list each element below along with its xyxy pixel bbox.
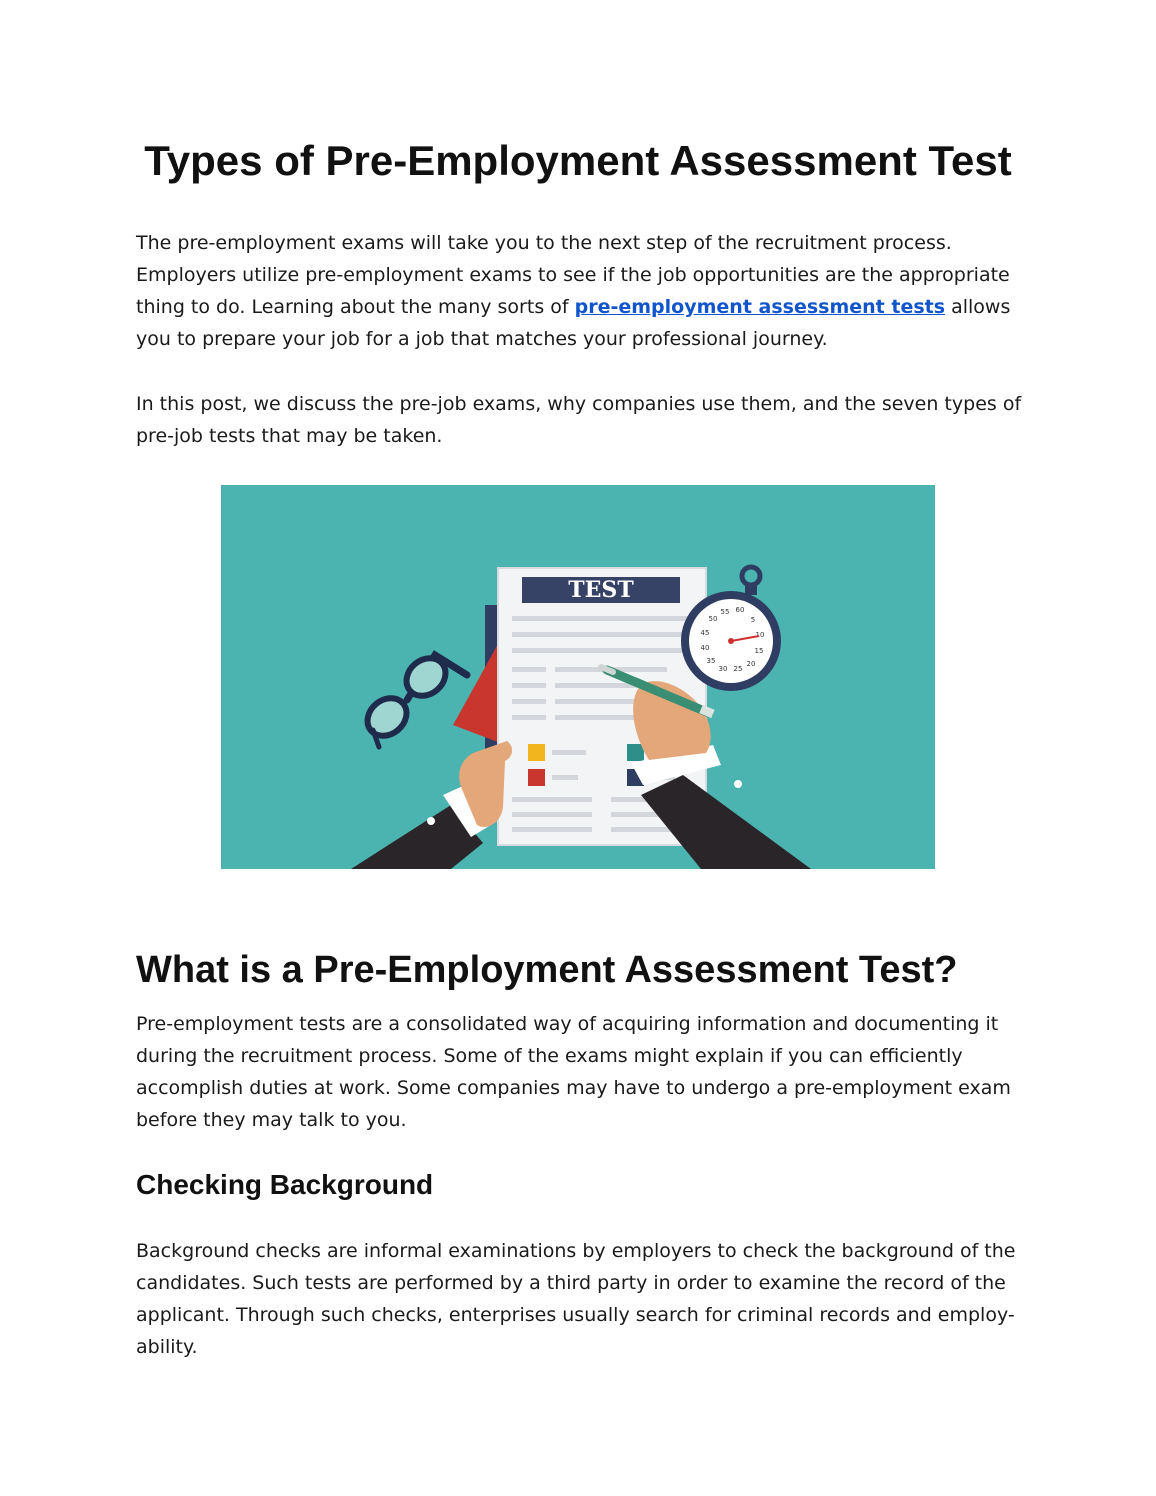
stopwatch-label: 30 bbox=[718, 665, 728, 673]
assessment-tests-link[interactable]: pre-employment assessment tests bbox=[574, 296, 946, 318]
section-heading-what-is: What is a Pre-Employment Assessment Test? bbox=[136, 949, 958, 991]
stopwatch-label: 35 bbox=[706, 657, 716, 665]
intro-paragraph bbox=[136, 227, 1026, 355]
checkbox-yellow bbox=[528, 744, 545, 761]
section-body-background: Background checks are informal examinations by employers to check the background of the candidates. Such tests are performed by a third party in order to examine the record of the applicant. Through such checks, enterprises usually search for criminal records and employ-ability. bbox=[136, 1240, 1016, 1358]
intro-paragraph-2: In this post, we discuss the pre-job exams, why companies use them, and the seven types of pre-job tests that may be taken. bbox=[136, 393, 1022, 447]
stopwatch-label: 5 bbox=[750, 616, 756, 624]
section-heading-background: Checking Background bbox=[136, 1169, 434, 1200]
checkbox-red bbox=[528, 769, 545, 786]
checkbox-teal bbox=[627, 744, 644, 761]
test-illustration bbox=[221, 485, 935, 869]
stopwatch-label: 55 bbox=[720, 608, 730, 616]
stopwatch-label: 15 bbox=[754, 647, 764, 655]
intro-text-after-link: allows you to prepare your job for a job that matches your professional journey. bbox=[136, 296, 1011, 350]
stopwatch-label: 20 bbox=[746, 660, 756, 668]
intro-text-before-link: The pre-employment exams will take you to the next step of the recruitment process. Employers utilize pre-employment exams to see if the job opportunities are the appropriate thing to do. Learning about the many sorts of bbox=[136, 232, 1010, 318]
section-body-what-is: Pre-employment tests are a consolidated way of acquiring information and documenting it during the recruitment process. Some of the exams might explain if you can efficiently accomplish duties at work. Some companies may have to undergo a pre-employment exam before they may talk to you. bbox=[136, 1013, 1011, 1131]
stopwatch-label: 50 bbox=[708, 615, 718, 623]
stopwatch-label: 60 bbox=[735, 606, 745, 614]
stopwatch-label: 40 bbox=[700, 644, 710, 652]
stopwatch-label: 10 bbox=[755, 631, 765, 639]
sheet-heading: TEST bbox=[568, 577, 634, 603]
stopwatch-label: 25 bbox=[733, 665, 743, 673]
stopwatch-label: 45 bbox=[700, 629, 710, 637]
page-title: Types of Pre-Employment Assessment Test bbox=[144, 137, 1012, 184]
